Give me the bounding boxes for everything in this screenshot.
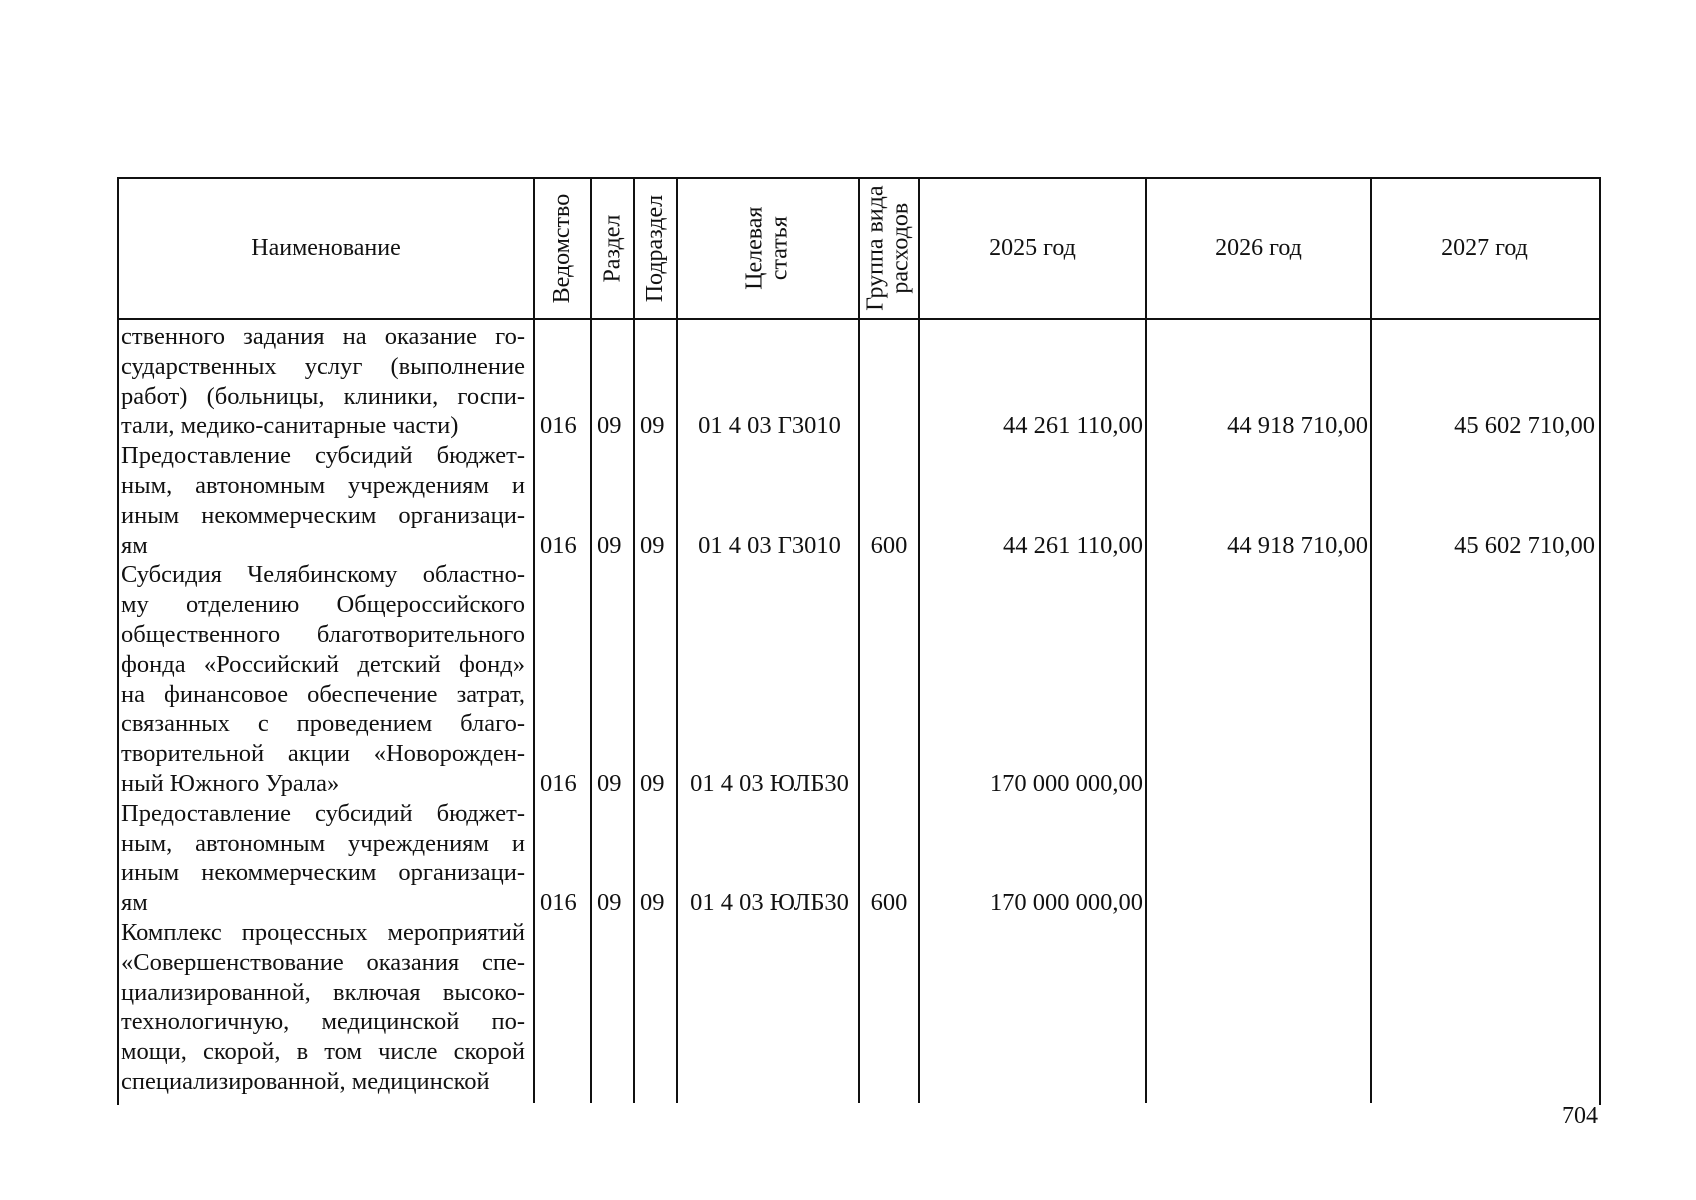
row-name-line: «Совершенствование оказания спе- [121,948,525,976]
header-gruppa-line2: расходов [888,203,914,294]
row-name [121,322,525,441]
header-celevaya-line1: Целевая [741,206,768,291]
row-name-line: творительной акции «Новорожден- [121,740,525,768]
cell-2025: 44 261 110,00 [1003,531,1143,559]
cell-celevaya: 01 4 03 Г3010 [698,531,841,559]
row-name-line: му отделению Общероссийского [121,591,525,619]
row-name [121,441,525,560]
cell-celevaya: 01 4 03 Г3010 [698,412,841,440]
cell-celevaya: 01 4 03 ЮЛБ30 [690,889,849,917]
row-name [121,918,525,1097]
header-2027-text: 2027 год [1441,235,1528,262]
header-name-text: Наименование [251,235,401,262]
header-podrazdel-text: Подраздел [641,194,668,303]
cell-2025: 44 261 110,00 [1003,412,1143,440]
header-celevaya-line2: статья [766,216,793,281]
header-2026-text: 2026 год [1215,235,1302,262]
row-name-line: иным некоммерческим организаци- [121,501,525,529]
cell-2025: 170 000 000,00 [989,770,1143,797]
row-name-line: иным некоммерческим организаци- [121,859,525,887]
cell-podrazdel: 09 [640,889,665,917]
header-celevaya [678,179,858,318]
row-name-line: Предоставление субсидий бюджет- [121,442,525,470]
cell-gruppa: 600 [870,531,908,559]
cell-podrazdel: 09 [640,531,665,559]
row-name-line: Комплекс процессных мероприятий [121,919,525,946]
row-name-line: тали, медико-санитарные части) [121,412,459,440]
header-2027 [1372,179,1597,318]
cell-gruppa: 600 [870,889,908,917]
cell-2026: 44 918 710,00 [1227,412,1368,440]
cell-podrazdel: 09 [640,412,665,440]
cell-celevaya: 01 4 03 ЮЛБ30 [690,770,849,797]
header-gruppa-line1: Группа вида [862,185,889,312]
header-razdel [592,179,633,318]
cell-2026: 44 918 710,00 [1227,531,1368,559]
row-name-line: Субсидия Челябинскому областно- [121,561,525,589]
cell-podrazdel: 09 [640,770,665,797]
cell-razdel: 09 [597,889,622,917]
cell-2027: 45 602 710,00 [1454,412,1595,440]
row-name-line: связанных с проведением благо- [121,710,525,738]
row-name [121,799,525,918]
row-name [121,560,525,798]
page-number: 704 [1562,1103,1598,1129]
header-gruppa [860,179,918,318]
row-name-line: ным, автономным учреждениям и [121,829,525,857]
row-name-line: работ) (больницы, клиники, госпи- [121,382,525,410]
row-name-line: общественного благотворительного [121,620,525,648]
row-name-line: циализированной, включая высоко- [121,978,525,1006]
cell-razdel: 09 [597,531,622,559]
header-2026 [1147,179,1370,318]
header-celevaya-text [743,207,793,290]
row-name-line: ям [121,889,148,917]
header-razdel-text: Раздел [598,214,625,283]
cell-2025: 170 000 000,00 [989,889,1143,917]
row-name-line: Предоставление субсидий бюджет- [121,799,525,827]
cell-vedomstvo: 016 [540,889,577,917]
cell-razdel: 09 [597,770,622,797]
row-name-line: ственного задания на оказание го- [121,323,525,350]
header-podrazdel [635,179,676,318]
header-name [119,179,533,318]
header-vedomstvo-text: Ведомство [548,193,575,304]
header-vedomstvo [535,179,590,318]
row-name-line: мощи, скорой, в том числе скорой [121,1038,525,1066]
header-divider [117,318,1599,320]
cell-vedomstvo: 016 [540,531,577,559]
header-2025 [920,179,1145,318]
row-name-line: на финансовое обеспечение затрат, [121,680,525,708]
row-name-line: ным, автономным учреждениям и [121,471,525,499]
row-name-line: специализированной, медицинской [121,1067,490,1095]
header-2025-text: 2025 год [989,235,1076,262]
row-name-line: ный Южного Урала» [121,769,340,797]
cell-2027: 45 602 710,00 [1454,531,1595,559]
row-name-line: ям [121,531,148,559]
cell-vedomstvo: 016 [540,412,577,440]
header-gruppa-text [864,186,914,311]
row-name-line: технологичную, медицинской по- [121,1008,525,1036]
cell-razdel: 09 [597,412,622,440]
cell-vedomstvo: 016 [540,770,577,797]
row-name-line: сударственных услуг (выполнение [121,352,525,380]
row-name-line: фонда «Российский детский фонд» [121,650,525,678]
